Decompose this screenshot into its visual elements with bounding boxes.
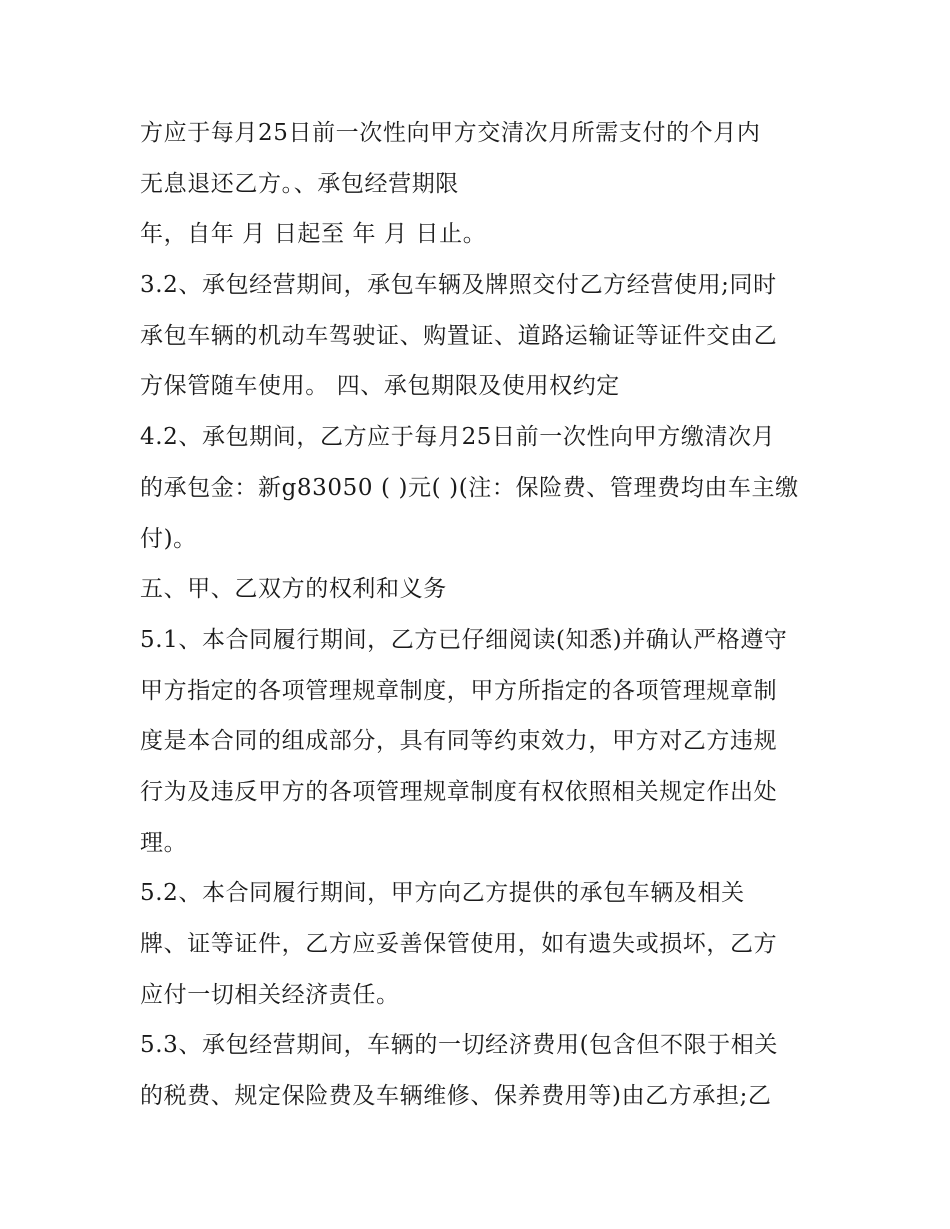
text-line: 牌、证等证件，乙方应妥善保管使用，如有遗失或损坏，乙方 xyxy=(140,931,778,957)
text-line: 5.2、本合同履行期间，甲方向乙方提供的承包车辆及相关 xyxy=(140,880,745,907)
text-line: 甲方指定的各项管理规章制度，甲方所指定的各项管理规章制 xyxy=(140,677,778,704)
text-line: 5.1、本合同履行期间，乙方已仔细阅读(知悉)并确认严格遵守 xyxy=(140,626,788,653)
text-line: 无息退还乙方。、承包经营期限 xyxy=(140,170,459,197)
section-heading: 五、甲、乙双方的权利和义务 xyxy=(140,576,447,603)
text-line: 4.2、承包期间，乙方应于每月25日前一次性向甲方缴清次月 xyxy=(140,424,776,451)
text-line: 方应于每月25日前一次性向甲方交清次月所需支付的个月内 xyxy=(140,120,761,146)
text-line: 方保管随车使用。 四、承包期限及使用权约定 xyxy=(140,373,620,400)
text-line: 的承包金：新g83050 ( )元( )(注：保险费、管理费均由车主缴 xyxy=(140,474,799,501)
text-line: 行为及违反甲方的各项管理规章制度有权依照相关规定作出处 xyxy=(140,778,778,805)
text-line: 的税费、规定保险费及车辆维修、保养费用等)由乙方承担;乙 xyxy=(140,1083,772,1110)
text-line: 年，自年 月 日起至 年 月 日止。 xyxy=(140,221,487,248)
text-line: 5.3、承包经营期间，车辆的一切经济费用(包含但不限于相关 xyxy=(140,1032,778,1059)
text-line: 付)。 xyxy=(140,525,197,552)
text-line: 3.2、承包经营期间，承包车辆及牌照交付乙方经营使用;同时 xyxy=(140,272,777,299)
text-line: 度是本合同的组成部分，具有同等约束效力，甲方对乙方违规 xyxy=(140,728,778,755)
text-line: 应付一切相关经济责任。 xyxy=(140,981,400,1008)
text-line: 承包车辆的机动车驾驶证、购置证、道路运输证等证件交由乙 xyxy=(140,322,778,349)
text-line: 理。 xyxy=(140,829,188,856)
contract-body-text xyxy=(140,108,830,1122)
